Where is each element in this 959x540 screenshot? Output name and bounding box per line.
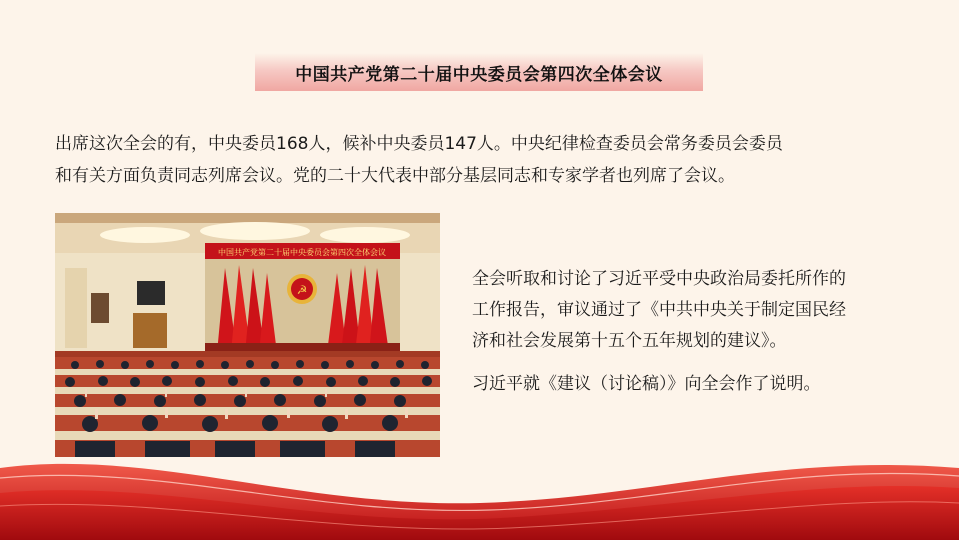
page-title: 中国共产党第二十届中央委员会第四次全体会议 <box>295 64 663 85</box>
title-banner <box>255 53 703 91</box>
side-paragraph-1-line-3: 济和社会发展第十五个五年规划的建议》。 <box>472 331 787 351</box>
photo-banner-text: 中国共产党第二十届中央委员会第四次全体会议 <box>218 248 386 257</box>
meeting-photo <box>55 213 440 457</box>
intro-paragraph <box>55 128 925 192</box>
red-ribbon-decoration <box>0 448 959 540</box>
side-text <box>472 264 932 400</box>
svg-text:☭: ☭ <box>296 283 308 297</box>
side-paragraph-2: 习近平就《建议（讨论稿）》向全会作了说明。 <box>472 374 821 394</box>
intro-line-2: 和有关方面负责同志列席会议。党的二十大代表中部分基层同志和专家学者也列席了会议。 <box>55 166 735 186</box>
side-paragraph-1-line-1: 全会听取和讨论了习近平受中央政治局委托所作的 <box>472 269 846 289</box>
intro-line-1: 出席这次全会的有，中央委员168人，候补中央委员147人。中央纪律检查委员会常务委员会委员 <box>55 134 783 154</box>
side-paragraph-1-line-2: 工作报告，审议通过了《中共中央关于制定国民经 <box>472 300 846 320</box>
